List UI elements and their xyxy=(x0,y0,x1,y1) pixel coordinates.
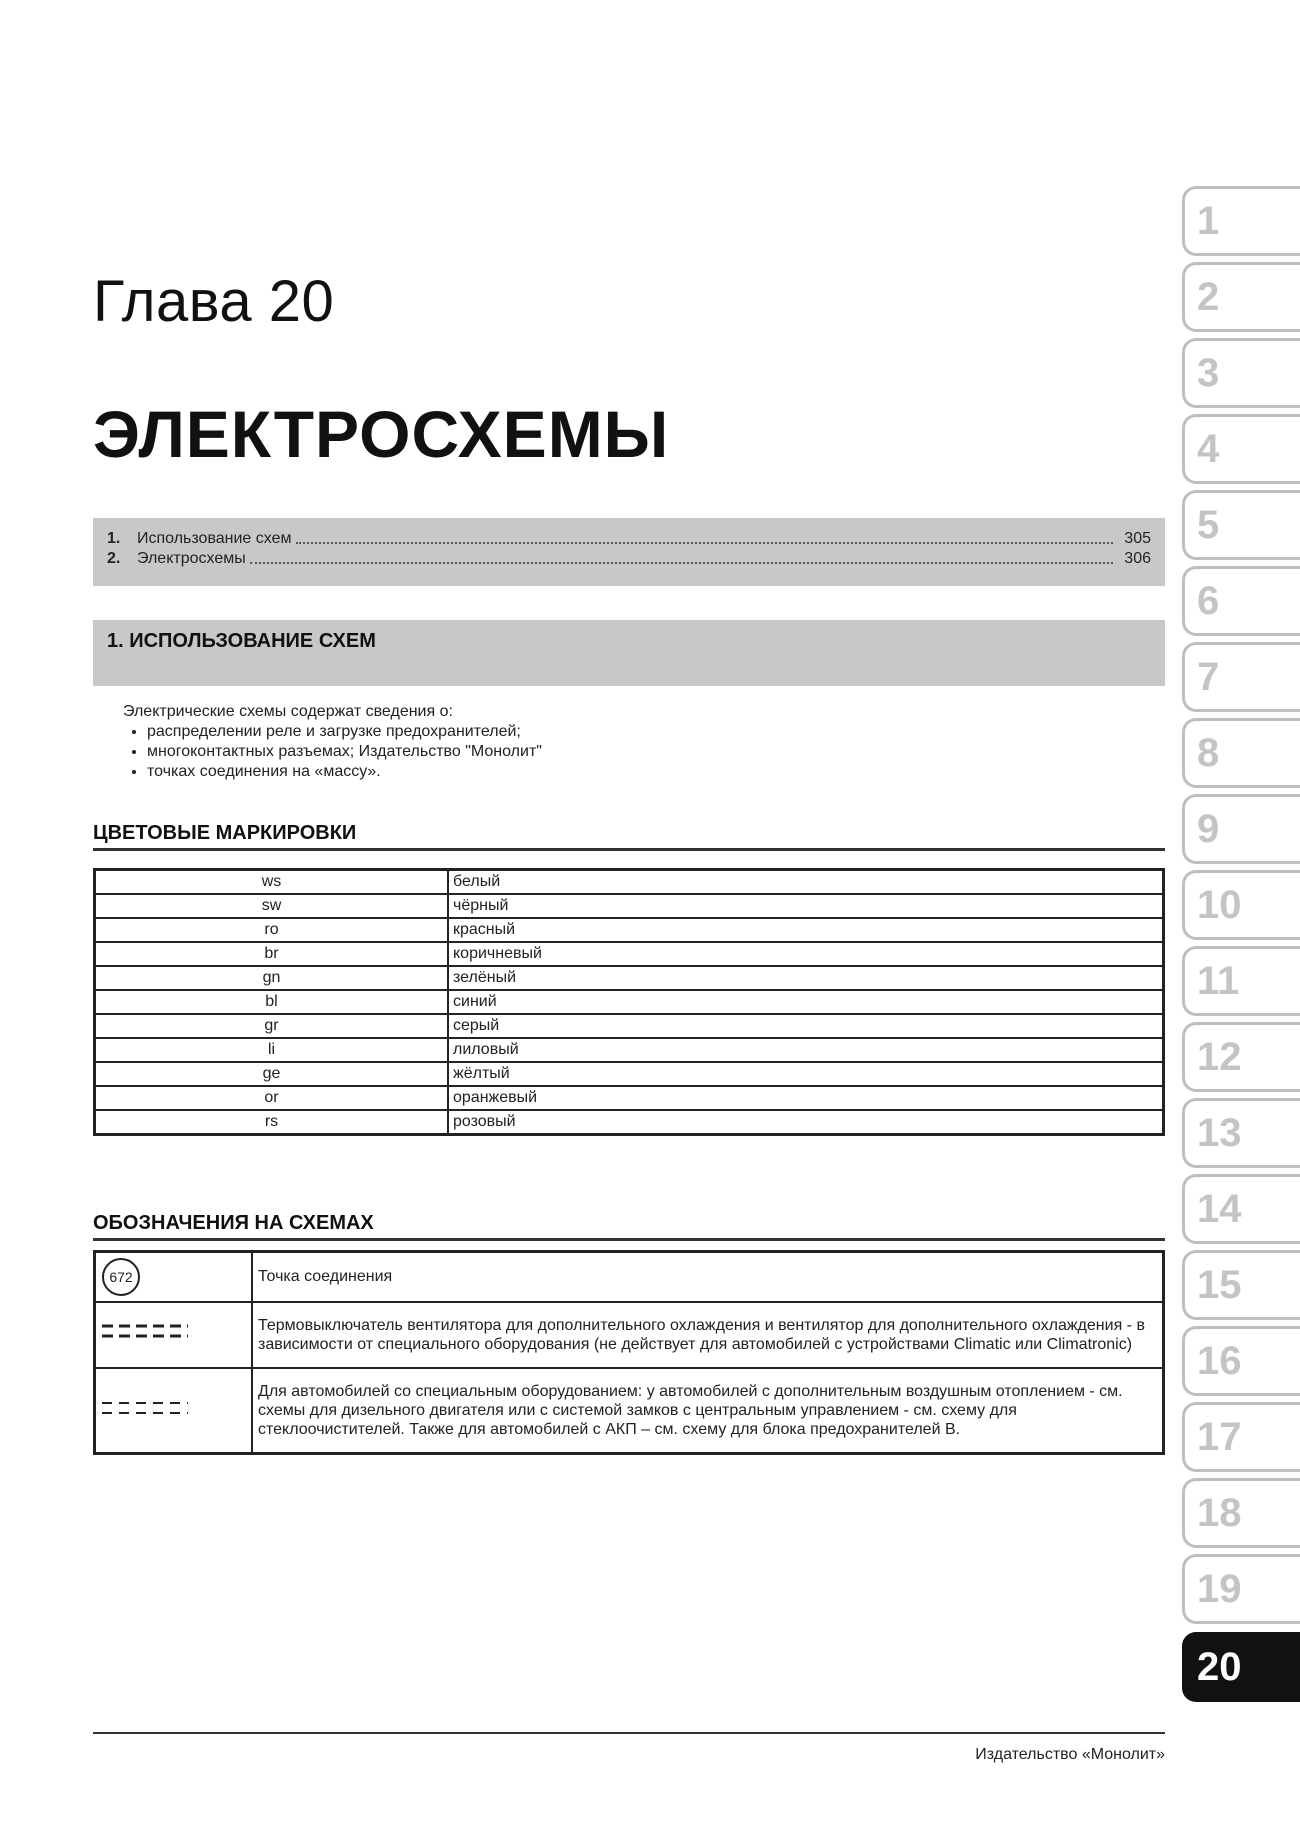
color-name: серый xyxy=(448,1014,1164,1038)
color-name: красный xyxy=(448,918,1164,942)
chapter-tab-2[interactable] xyxy=(1182,262,1300,332)
chapter-tab-label: 19 xyxy=(1197,1567,1242,1611)
dashed-line-thin-icon xyxy=(102,1398,188,1418)
list-item: • многоконтактных разъемах; Издательство "Монолит" xyxy=(147,742,1023,762)
color-name: зелёный xyxy=(448,966,1164,990)
symbols-heading: ОБОЗНАЧЕНИЯ НА СХЕМАХ xyxy=(93,1212,1165,1241)
table-row xyxy=(95,1252,1164,1302)
toc-entry-number: 1. xyxy=(107,530,121,547)
chapter-title: ЭЛЕКТРОСХЕМЫ xyxy=(93,397,670,471)
dashed-line-bold-icon xyxy=(102,1322,188,1342)
list-item: • точках соединения на «массу». xyxy=(147,762,1023,782)
chapter-tab-label: 12 xyxy=(1197,1035,1242,1079)
symbol-cell xyxy=(95,1252,253,1302)
color-markings-table xyxy=(93,868,1165,1136)
chapter-tab-11[interactable] xyxy=(1182,946,1300,1016)
table-row xyxy=(95,1014,1164,1038)
chapter-tab-3[interactable] xyxy=(1182,338,1300,408)
color-name: чёрный xyxy=(448,894,1164,918)
chapter-tab-9[interactable] xyxy=(1182,794,1300,864)
chapter-tab-label: 5 xyxy=(1197,503,1220,547)
chapter-tab-label: 10 xyxy=(1197,883,1242,927)
color-code: li xyxy=(95,1038,449,1062)
toc-entry-title: Электросхемы xyxy=(137,550,246,567)
toc-entry-page: 306 xyxy=(1124,550,1151,567)
color-code: gr xyxy=(95,1014,449,1038)
connection-point-circle-icon: 672 xyxy=(102,1258,140,1296)
chapter-tab-13[interactable] xyxy=(1182,1098,1300,1168)
chapter-tab-label: 15 xyxy=(1197,1263,1242,1307)
color-name: лиловый xyxy=(448,1038,1164,1062)
color-name: жёлтый xyxy=(448,1062,1164,1086)
chapter-tab-12[interactable] xyxy=(1182,1022,1300,1092)
color-name: белый xyxy=(448,870,1164,895)
toc-entry-page: 305 xyxy=(1124,530,1151,547)
color-name: розовый xyxy=(448,1110,1164,1135)
color-code: ro xyxy=(95,918,449,942)
chapter-tab-7[interactable] xyxy=(1182,642,1300,712)
chapter-tab-label: 13 xyxy=(1197,1111,1242,1155)
color-name: оранжевый xyxy=(448,1086,1164,1110)
symbol-description: Термовыключатель вентилятора для дополнительного охлаждения и вентилятор для дополнительного охлаждения - в зависимости от специального оборудования (не действует для автомобилей с устройствами Climatic или Climatronic) xyxy=(252,1302,1164,1368)
chapter-tab-label: 11 xyxy=(1197,959,1240,1003)
chapter-tab-6[interactable] xyxy=(1182,566,1300,636)
table-row xyxy=(95,966,1164,990)
color-code: rs xyxy=(95,1110,449,1135)
chapter-tab-8[interactable] xyxy=(1182,718,1300,788)
symbol-cell xyxy=(95,1302,253,1368)
table-row xyxy=(95,1302,1164,1368)
color-code: bl xyxy=(95,990,449,1014)
color-code: or xyxy=(95,1086,449,1110)
chapter-tab-14[interactable] xyxy=(1182,1174,1300,1244)
intro-paragraph: Электрические схемы содержат сведения о: xyxy=(123,703,453,720)
table-row xyxy=(95,918,1164,942)
color-name: синий xyxy=(448,990,1164,1014)
chapter-tab-18[interactable] xyxy=(1182,1478,1300,1548)
table-of-contents xyxy=(93,518,1165,586)
color-code: ws xyxy=(95,870,449,895)
chapter-tab-label: 2 xyxy=(1197,275,1220,319)
section-heading: 1. ИСПОЛЬЗОВАНИЕ СХЕМ xyxy=(107,630,376,652)
chapter-tab-label: 14 xyxy=(1197,1187,1242,1231)
footer-publisher: Издательство «Монолит» xyxy=(975,1746,1165,1763)
chapter-tab-label: 6 xyxy=(1197,579,1220,623)
table-row xyxy=(95,1110,1164,1135)
chapter-tab-4[interactable] xyxy=(1182,414,1300,484)
table-row xyxy=(95,1038,1164,1062)
chapter-tab-label: 4 xyxy=(1197,427,1220,471)
symbols-table xyxy=(93,1250,1165,1455)
table-row xyxy=(95,1062,1164,1086)
chapter-tab-16[interactable] xyxy=(1182,1326,1300,1396)
chapter-tab-label: 7 xyxy=(1197,655,1220,699)
color-code: gn xyxy=(95,966,449,990)
color-code: sw xyxy=(95,894,449,918)
footer-divider xyxy=(93,1732,1165,1734)
chapter-label: Глава 20 xyxy=(93,269,335,334)
chapter-tab-20[interactable] xyxy=(1182,1632,1300,1702)
chapter-tab-label: 20 xyxy=(1197,1645,1242,1689)
color-code: ge xyxy=(95,1062,449,1086)
symbol-cell xyxy=(95,1368,253,1454)
chapter-tab-10[interactable] xyxy=(1182,870,1300,940)
symbol-description: Для автомобилей со специальным оборудованием: у автомобилей с дополнительным воздушным отоплением - см. схемы для дизельного двигателя или с системой замков с центральным управлением - см. схему для стеклоочистителей. Также для автомобилей с АКП – см. схему для блока предохранителей В. xyxy=(252,1368,1164,1454)
color-markings-heading: ЦВЕТОВЫЕ МАРКИРОВКИ xyxy=(93,822,1165,851)
table-row xyxy=(95,870,1164,895)
chapter-tab-label: 9 xyxy=(1197,807,1220,851)
chapter-tab-label: 3 xyxy=(1197,351,1220,395)
color-name: коричневый xyxy=(448,942,1164,966)
chapter-tab-label: 18 xyxy=(1197,1491,1242,1535)
chapter-tab-label: 16 xyxy=(1197,1339,1242,1383)
toc-dot-leader xyxy=(250,562,1113,564)
table-row xyxy=(95,990,1164,1014)
symbol-description: Точка соединения xyxy=(252,1252,1164,1302)
intro-bullet-list xyxy=(123,722,1023,782)
table-row xyxy=(95,894,1164,918)
toc-dot-leader xyxy=(296,542,1114,544)
chapter-tab-1[interactable] xyxy=(1182,186,1300,256)
chapter-tab-label: 8 xyxy=(1197,731,1220,775)
chapter-tab-label: 1 xyxy=(1197,199,1220,243)
chapter-tab-19[interactable] xyxy=(1182,1554,1300,1624)
chapter-tab-15[interactable] xyxy=(1182,1250,1300,1320)
toc-entry-number: 2. xyxy=(107,550,121,567)
chapter-tab-17[interactable] xyxy=(1182,1402,1300,1472)
color-code: br xyxy=(95,942,449,966)
toc-entry[interactable] xyxy=(107,548,1151,568)
table-row xyxy=(95,1368,1164,1454)
toc-entry-title: Использование схем xyxy=(137,530,292,547)
table-row xyxy=(95,942,1164,966)
chapter-tab-label: 17 xyxy=(1197,1415,1242,1459)
intro-text xyxy=(123,702,1023,782)
list-item: • распределении реле и загрузке предохранителей; xyxy=(147,722,1023,742)
table-row xyxy=(95,1086,1164,1110)
section-heading-bar xyxy=(93,620,1165,686)
chapter-tab-5[interactable] xyxy=(1182,490,1300,560)
toc-entry[interactable] xyxy=(107,528,1151,548)
